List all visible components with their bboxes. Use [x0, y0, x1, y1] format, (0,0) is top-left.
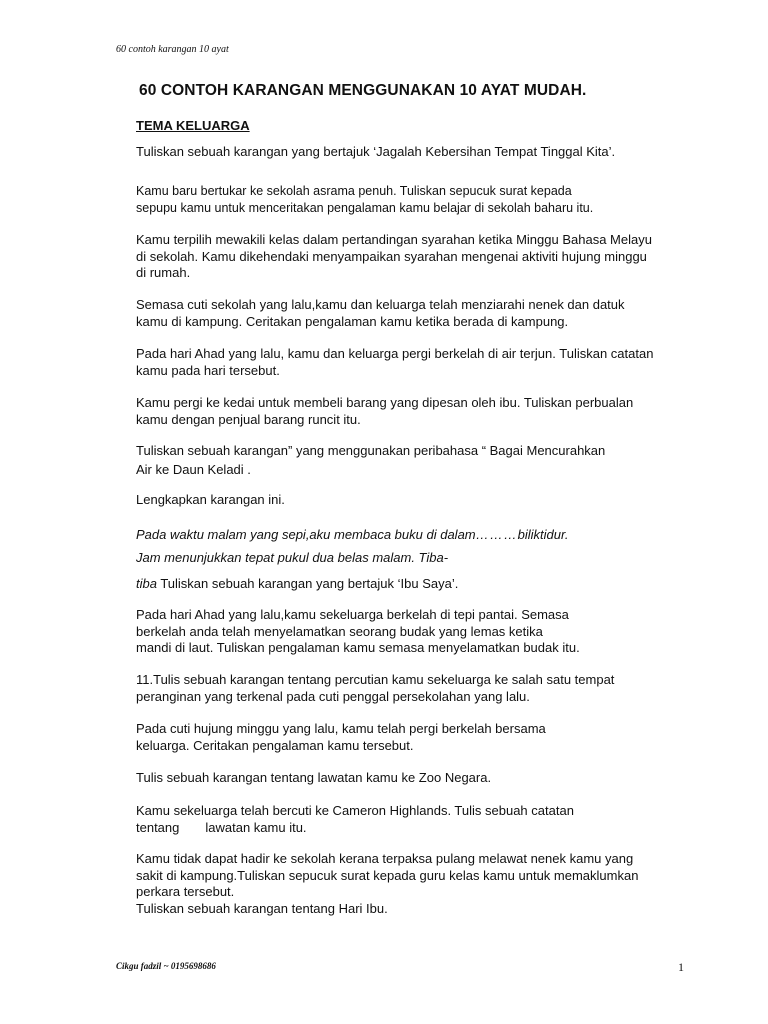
paragraph-16 — [136, 851, 638, 917]
paragraph-8 — [136, 492, 285, 509]
text-line: Tulis sebuah karangan tentang lawatan kamu ke Zoo Negara. — [136, 770, 492, 785]
text-line: kamu di kampung. Ceritakan pengalaman kamu ketika berada di kampung. — [136, 313, 569, 329]
page-number: 1 — [678, 960, 684, 974]
text-segment: Tuliskan sebuah karangan yang bertajuk ‘Ibu Saya’. — [156, 576, 459, 591]
paragraph-6 — [136, 395, 633, 428]
paragraph-5 — [136, 346, 653, 379]
paragraph-14 — [136, 770, 491, 787]
text-line: peranginan yang terkenal pada cuti penggal persekolahan yang lalu. — [136, 688, 530, 704]
text-line: kamu dengan penjual barang runcit itu. — [136, 411, 361, 427]
italic-text: biliktidur. — [517, 527, 569, 542]
text-line: Tuliskan sebuah karangan” yang menggunakan peribahasa “ Bagai Mencurahkan — [136, 443, 606, 458]
text-line — [136, 523, 568, 546]
paragraph-11 — [136, 607, 580, 657]
text-line — [136, 576, 458, 593]
text-line: Jam menunjukkan tepat pukul dua belas malam. Tiba- — [136, 550, 449, 565]
paragraph-9 — [136, 523, 568, 569]
italic-text: tiba — [136, 576, 157, 591]
text-line: Semasa cuti sekolah yang lalu,kamu dan keluarga telah menziarahi nenek dan datuk — [136, 297, 625, 312]
text-line: mandi di laut. Tuliskan pengalaman kamu semasa menyelamatkan budak itu. — [136, 640, 580, 655]
text-line — [136, 820, 574, 837]
text-line: Pada hari Ahad yang lalu,kamu sekeluarga berkelah di tepi pantai. Semasa — [136, 607, 569, 622]
text-segment: tentang — [136, 819, 180, 835]
paragraph-7 — [136, 441, 605, 479]
theme-heading: TEMA KELUARGA — [136, 118, 250, 133]
text-line: di rumah. — [136, 265, 191, 280]
text-line: berkelah anda telah menyelamatkan seorang budak yang lemas ketika — [136, 623, 543, 639]
paragraph-3 — [136, 232, 652, 282]
paragraph-13 — [136, 721, 546, 754]
paragraph-12 — [136, 672, 614, 705]
text-segment: lawatan kamu itu. — [205, 819, 307, 835]
text-line: Tuliskan sebuah karangan tentang Hari Ibu. — [136, 900, 388, 916]
running-header: 60 contoh karangan 10 ayat — [116, 44, 229, 55]
text-line: Air ke Daun Keladi . — [136, 462, 251, 477]
italic-text: Pada waktu malam yang sepi,aku membaca buku di dalam — [136, 527, 476, 542]
text-line: Pada hari Ahad yang lalu, kamu dan keluarga pergi berkelah di air terjun. Tuliskan catatan — [136, 346, 654, 361]
paragraph-2 — [136, 183, 593, 216]
text-line: Kamu baru bertukar ke sekolah asrama penuh. Tuliskan sepucuk surat kepada — [136, 184, 572, 198]
footer-author: Cikgu fadzil ~ 0195698686 — [116, 961, 216, 971]
text-line: di sekolah. Kamu dikehendaki menyampaikan syarahan mengenai aktiviti hujung minggu — [136, 248, 647, 264]
text-line: Lengkapkan karangan ini. — [136, 492, 285, 507]
text-line: kamu pada hari tersebut. — [136, 362, 280, 378]
paragraph-10 — [136, 576, 458, 593]
text-line: Kamu terpilih mewakili kelas dalam pertandingan syarahan ketika Minggu Bahasa Melayu — [136, 232, 652, 247]
blank-dots: ……… — [475, 527, 518, 542]
text-line: 11.Tulis sebuah karangan tentang percutian kamu sekeluarga ke salah satu tempat — [136, 672, 615, 687]
paragraph-15 — [136, 803, 574, 836]
page-title: 60 CONTOH KARANGAN MENGGUNAKAN 10 AYAT MUDAH. — [139, 82, 587, 99]
text-line: Kamu pergi ke kedai untuk membeli barang yang dipesan oleh ibu. Tuliskan perbualan — [136, 395, 634, 410]
text-line: keluarga. Ceritakan pengalaman kamu tersebut. — [136, 737, 414, 753]
paragraph-4 — [136, 297, 625, 330]
text-line: Kamu sekeluarga telah bercuti ke Cameron Highlands. Tulis sebuah catatan — [136, 803, 574, 818]
text-line: Pada cuti hujung minggu yang lalu, kamu telah pergi berkelah bersama — [136, 721, 546, 736]
text-line: sepupu kamu untuk menceritakan pengalaman kamu belajar di sekolah baharu itu. — [136, 200, 594, 215]
text-line: perkara tersebut. — [136, 884, 235, 899]
text-line: sakit di kampung.Tuliskan sepucuk surat kepada guru kelas kamu untuk memaklumkan — [136, 867, 639, 883]
paragraph-1 — [136, 144, 615, 161]
text-line: Tuliskan sebuah karangan yang bertajuk ‘Jagalah Kebersihan Tempat Tinggal Kita’. — [136, 144, 616, 159]
text-line: Kamu tidak dapat hadir ke sekolah kerana terpaksa pulang melawat nenek kamu yang — [136, 851, 634, 866]
